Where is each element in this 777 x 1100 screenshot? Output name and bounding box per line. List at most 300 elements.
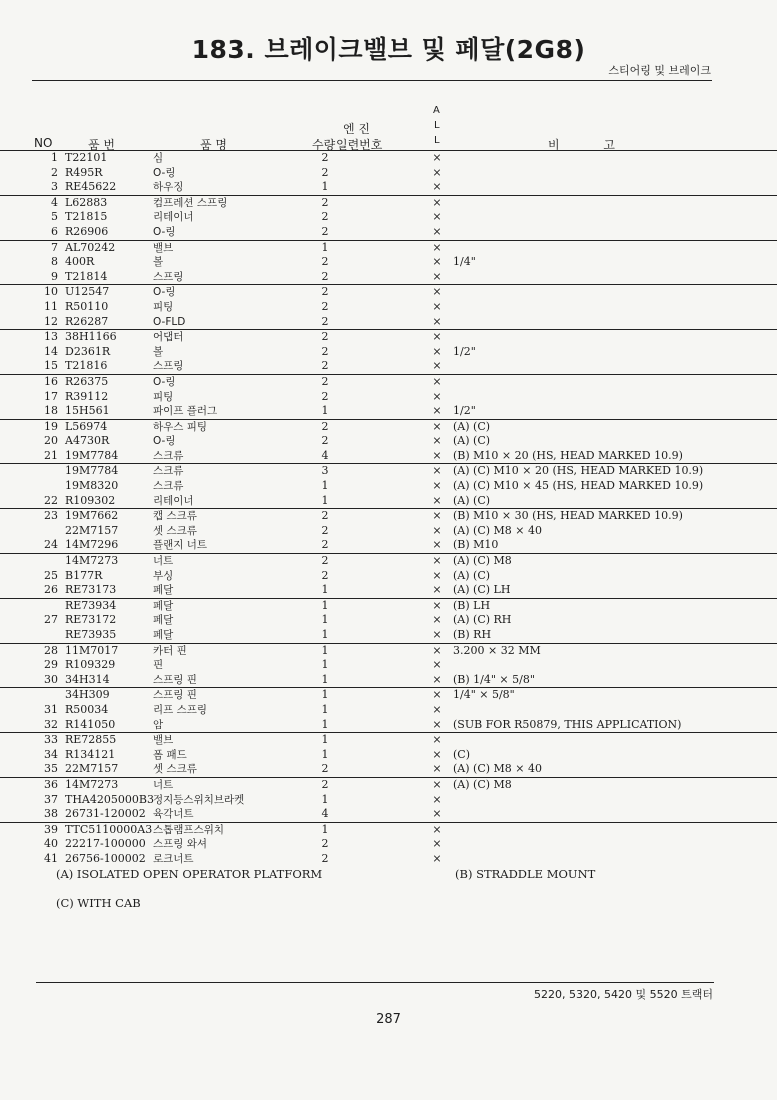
part-name: 피팅 [153,390,174,403]
all-mark: × [432,688,442,702]
part-number: 26731-120002 [65,807,146,821]
quantity: 1 [321,733,329,747]
row-no: 10 [44,285,58,299]
quantity: 1 [321,822,329,836]
note-c: (C) WITH CAB [56,896,141,910]
table-row [0,673,777,688]
part-number: R109329 [65,658,116,672]
table-row [0,329,777,345]
remarks: (A) (C) [453,434,491,448]
row-no: 30 [44,672,58,686]
part-number: 22M7157 [65,523,119,537]
all-mark: × [432,151,442,164]
part-number: RE73934 [65,598,117,612]
part-name: 셋 스크류 [153,524,197,537]
part-number: 14M7273 [65,777,119,791]
quantity: 2 [321,762,329,776]
part-number: 38H1166 [65,330,117,344]
all-mark: × [432,374,442,388]
all-mark: × [432,269,442,283]
row-no: 7 [51,240,58,254]
table-row [0,762,777,777]
part-number: 19M7662 [65,509,119,523]
part-name: 리프 스프링 [153,703,208,716]
part-name: 밸브 [153,241,174,254]
row-no: 29 [44,658,58,672]
part-number: L62883 [65,195,108,209]
part-number: 11M7017 [65,643,119,657]
table-row [0,628,777,643]
part-name: 스톱램프스위치 [153,823,225,836]
remarks: (A) (C) [453,493,491,507]
table-row [0,583,777,598]
remarks: (B) M10 × 30 (HS, HEAD MARKED 10.9) [453,509,683,523]
quantity: 2 [321,210,329,224]
part-name: 하우스 피팅 [153,420,208,433]
part-name: 피팅 [153,300,174,313]
table-row [0,643,777,659]
part-number: R134121 [65,747,116,761]
part-number: R141050 [65,717,116,731]
quantity: 1 [321,628,329,641]
remarks: 1/4" × 5/8" [453,688,515,702]
table-row [0,195,777,211]
page-number: 287 [376,1012,401,1027]
header-all-a: A [433,105,440,116]
part-name: 컴프레션 스프링 [153,196,228,209]
row-no: 1 [51,151,58,164]
quantity: 2 [321,568,329,582]
part-number: R50110 [65,299,109,313]
table-row [0,793,777,808]
all-mark: × [432,299,442,313]
part-name: 페달 [153,584,174,597]
part-number: T22101 [65,151,108,164]
all-mark: × [432,702,442,716]
part-number: RE45622 [65,180,117,194]
part-number: R495R [65,165,103,179]
row-no: 12 [44,314,58,328]
row-no: 16 [44,374,58,388]
quantity: 2 [321,509,329,523]
table-row [0,463,777,479]
part-number: B177R [65,568,103,582]
table-row [0,240,777,256]
header-all-l2: L [434,135,440,146]
quantity: 1 [321,613,329,627]
all-mark: × [432,344,442,358]
all-mark: × [432,851,442,865]
note-b: (B) STRADDLE MOUNT [455,867,596,881]
quantity: 2 [321,359,329,373]
section-label: 스티어링 및 브레이크 [608,64,711,77]
row-no: 35 [44,762,58,776]
table-row [0,658,777,673]
all-mark: × [432,538,442,552]
part-name: 어댑터 [153,331,184,344]
header-all-l1: L [434,120,440,131]
table-row [0,419,777,435]
all-mark: × [432,195,442,209]
quantity: 2 [321,554,329,568]
header-engine-line2: 일련번호 [336,138,383,152]
all-mark: × [432,464,442,478]
row-no: 5 [51,210,58,224]
part-name: O-링 [153,225,176,238]
table-row [0,553,777,569]
part-name: O-링 [153,286,176,299]
part-name: O-링 [153,166,176,179]
table-row [0,598,777,614]
row-no: 26 [44,583,58,597]
all-mark: × [432,359,442,373]
quantity: 2 [321,434,329,448]
part-number: R26287 [65,314,109,328]
remarks: 1/4" [453,255,476,269]
all-mark: × [432,389,442,403]
part-name: 암 [153,718,164,731]
part-number: U12547 [65,285,110,299]
quantity: 2 [321,330,329,344]
quantity: 2 [321,344,329,358]
quantity: 1 [321,747,329,761]
all-mark: × [432,523,442,537]
quantity: 2 [321,151,329,164]
part-number: 15H561 [65,404,110,418]
all-mark: × [432,493,442,507]
row-no: 40 [44,837,58,851]
part-number: RE73173 [65,583,117,597]
all-mark: × [432,554,442,568]
table-row [0,434,777,449]
part-name: 플랜지 너트 [153,539,208,552]
row-no: 8 [51,255,58,269]
all-mark: × [432,448,442,462]
part-number: 14M7273 [65,554,119,568]
table-row [0,150,777,166]
table-row [0,404,777,419]
table-row [0,270,777,285]
remarks: (B) M10 [453,538,499,552]
remarks: (A) (C) [453,419,491,433]
header-no: NO [34,136,53,150]
all-mark: × [432,747,442,761]
quantity: 1 [321,240,329,254]
quantity: 2 [321,195,329,209]
part-name: 캡 스크류 [153,510,197,523]
remarks: (B) M10 × 20 (HS, HEAD MARKED 10.9) [453,448,683,462]
part-number: RE73172 [65,613,117,627]
part-name: 스프링 [153,360,184,373]
table-row [0,687,777,703]
header-name: 품 명 [200,138,227,152]
table-row [0,284,777,300]
part-name: 부싱 [153,569,174,582]
table-row [0,166,777,181]
part-name: 셋 스크류 [153,763,197,776]
all-mark: × [432,419,442,433]
all-mark: × [432,314,442,328]
all-mark: × [432,224,442,238]
part-number: R26906 [65,224,109,238]
all-mark: × [432,165,442,179]
part-name: 페달 [153,629,174,641]
quantity: 1 [321,717,329,731]
table-row [0,225,777,240]
part-number: 400R [65,255,95,269]
all-mark: × [432,643,442,657]
quantity: 2 [321,837,329,851]
remarks: (A) (C) M8 [453,777,512,791]
quantity: 1 [321,792,329,806]
note-a: (A) ISOLATED OPEN OPERATOR PLATFORM [56,867,323,881]
table-row [0,390,777,405]
part-number: T21814 [65,269,108,283]
all-mark: × [432,598,442,612]
table-row [0,718,777,733]
header-part: 품 번 [88,138,115,152]
row-no: 20 [44,434,58,448]
part-name: 스프링 핀 [153,673,197,686]
part-number: 34H314 [65,672,110,686]
table-row [0,479,777,494]
row-no: 31 [44,702,58,716]
part-name: 심 [153,152,164,164]
row-no: 2 [51,165,58,179]
table-row [0,180,777,195]
table-row [0,508,777,524]
all-mark: × [432,807,442,821]
part-name: 리테이너 [153,211,194,224]
quantity: 1 [321,672,329,686]
part-number: 19M7784 [65,448,119,462]
row-no: 37 [44,792,58,806]
table-row [0,852,777,867]
part-number: 22217-100000 [65,837,146,851]
part-number: 26756-100002 [65,851,146,865]
part-name: 스프링 핀 [153,689,197,702]
all-mark: × [432,330,442,344]
table-row [0,449,777,464]
all-mark: × [432,822,442,836]
part-name: O-링 [153,375,176,388]
part-number: RE73935 [65,628,117,641]
table-row [0,538,777,553]
remarks: (A) (C) M10 × 20 (HS, HEAD MARKED 10.9) [453,464,704,478]
part-name: 너트 [153,555,174,568]
table-row [0,255,777,270]
row-no: 9 [51,269,58,283]
all-mark: × [432,568,442,582]
remarks: (A) (C) [453,568,491,582]
part-name: 스크류 [153,465,184,478]
all-mark: × [432,717,442,731]
remarks: (B) 1/4" × 5/8" [453,672,535,686]
quantity: 2 [321,419,329,433]
part-name: 페달 [153,614,174,627]
row-no: 3 [51,180,58,194]
part-number: 19M7784 [65,464,119,478]
row-no: 15 [44,359,58,373]
part-number: R39112 [65,389,109,403]
model-list: 5220, 5320, 5420 및 5520 트랙터 [534,988,713,1001]
remarks: (A) (C) LH [453,583,511,597]
title-divider [32,80,712,81]
part-number: RE72855 [65,733,117,747]
table-row [0,569,777,584]
table-row [0,345,777,360]
header-remarks: 비 고 [548,138,615,152]
part-name: 로크너트 [153,852,194,865]
all-mark: × [432,733,442,747]
table-row [0,210,777,225]
part-name: 페달 [153,599,174,612]
table-row [0,822,777,838]
table-row [0,613,777,628]
part-number: 19M8320 [65,479,119,493]
all-mark: × [432,240,442,254]
row-no: 41 [44,851,58,865]
table-row [0,732,777,748]
all-mark: × [432,210,442,224]
part-number: THA4205000B3 [65,792,154,806]
part-name: 너트 [153,778,174,791]
all-mark: × [432,672,442,686]
part-name: O-FLD [153,315,186,328]
footer-divider [36,982,714,983]
table-row [0,748,777,763]
row-no: 6 [51,224,58,238]
remarks: (A) (C) M8 × 40 [453,523,542,537]
all-mark: × [432,792,442,806]
table-row [0,300,777,315]
quantity: 2 [321,255,329,269]
row-no: 24 [44,538,58,552]
quantity: 3 [321,464,329,478]
row-no: 18 [44,404,58,418]
all-mark: × [432,434,442,448]
row-no: 14 [44,344,58,358]
part-number: R109302 [65,493,116,507]
remarks: 3.200 × 32 MM [453,643,541,657]
part-name: 정지등스위치브라켓 [153,793,245,806]
table-row [0,777,777,793]
part-name: 스크류 [153,480,184,493]
part-number: D2361R [65,344,111,358]
quantity: 2 [321,389,329,403]
all-mark: × [432,762,442,776]
remarks: (B) LH [453,598,491,612]
row-no: 19 [44,419,58,433]
part-name: 핀 [153,659,164,672]
row-no: 13 [44,330,58,344]
quantity: 2 [321,165,329,179]
all-mark: × [432,285,442,299]
quantity: 2 [321,285,329,299]
quantity: 2 [321,299,329,313]
part-number: 14M7296 [65,538,119,552]
row-no: 25 [44,568,58,582]
quantity: 2 [321,374,329,388]
row-no: 22 [44,493,58,507]
quantity: 4 [321,448,329,462]
part-name: 육각너트 [153,808,194,821]
part-name: 밸브 [153,734,174,747]
quantity: 1 [321,180,329,194]
quantity: 2 [321,269,329,283]
quantity: 2 [321,314,329,328]
quantity: 1 [321,688,329,702]
remarks: (A) (C) M8 [453,554,512,568]
all-mark: × [432,509,442,523]
remarks: (A) (C) M8 × 40 [453,762,542,776]
all-mark: × [432,628,442,641]
row-no: 21 [44,448,58,462]
remarks: (A) (C) RH [453,613,512,627]
part-name: 스크류 [153,449,184,462]
part-number: TTC5110000A3 [65,822,153,836]
row-no: 17 [44,389,58,403]
parts-table [0,150,777,867]
part-number: 22M7157 [65,762,119,776]
quantity: 1 [321,404,329,418]
part-number: R26375 [65,374,109,388]
part-number: T21815 [65,210,108,224]
all-mark: × [432,404,442,418]
quantity: 1 [321,702,329,716]
table-row [0,494,777,509]
all-mark: × [432,613,442,627]
part-name: 스프링 [153,270,184,283]
quantity: 1 [321,658,329,672]
row-no: 39 [44,822,58,836]
table-row [0,374,777,390]
row-no: 33 [44,733,58,747]
quantity: 2 [321,224,329,238]
quantity: 1 [321,479,329,493]
all-mark: × [432,255,442,269]
quantity: 2 [321,523,329,537]
table-row [0,807,777,822]
row-no: 11 [44,299,58,313]
remarks: (B) RH [453,628,492,641]
remarks: (SUB FOR R50879, THIS APPLICATION) [453,717,682,731]
remarks: (A) (C) M10 × 45 (HS, HEAD MARKED 10.9) [453,479,704,493]
row-no: 34 [44,747,58,761]
row-no: 38 [44,807,58,821]
remarks: (C) [453,747,470,761]
remarks: 1/2" [453,344,476,358]
table-row [0,703,777,718]
table-row [0,315,777,330]
row-no: 23 [44,509,58,523]
page-title: 183. 브레이크밸브 및 페달(2G8) [191,35,586,64]
all-mark: × [432,658,442,672]
quantity: 1 [321,493,329,507]
row-no: 28 [44,643,58,657]
part-name: 카터 핀 [153,644,187,657]
quantity: 2 [321,538,329,552]
quantity: 1 [321,583,329,597]
all-mark: × [432,479,442,493]
row-no: 32 [44,717,58,731]
table-row [0,359,777,374]
all-mark: × [432,180,442,194]
part-number: L56974 [65,419,108,433]
quantity: 1 [321,643,329,657]
row-no: 27 [44,613,58,627]
part-name: 리테이너 [153,494,194,507]
